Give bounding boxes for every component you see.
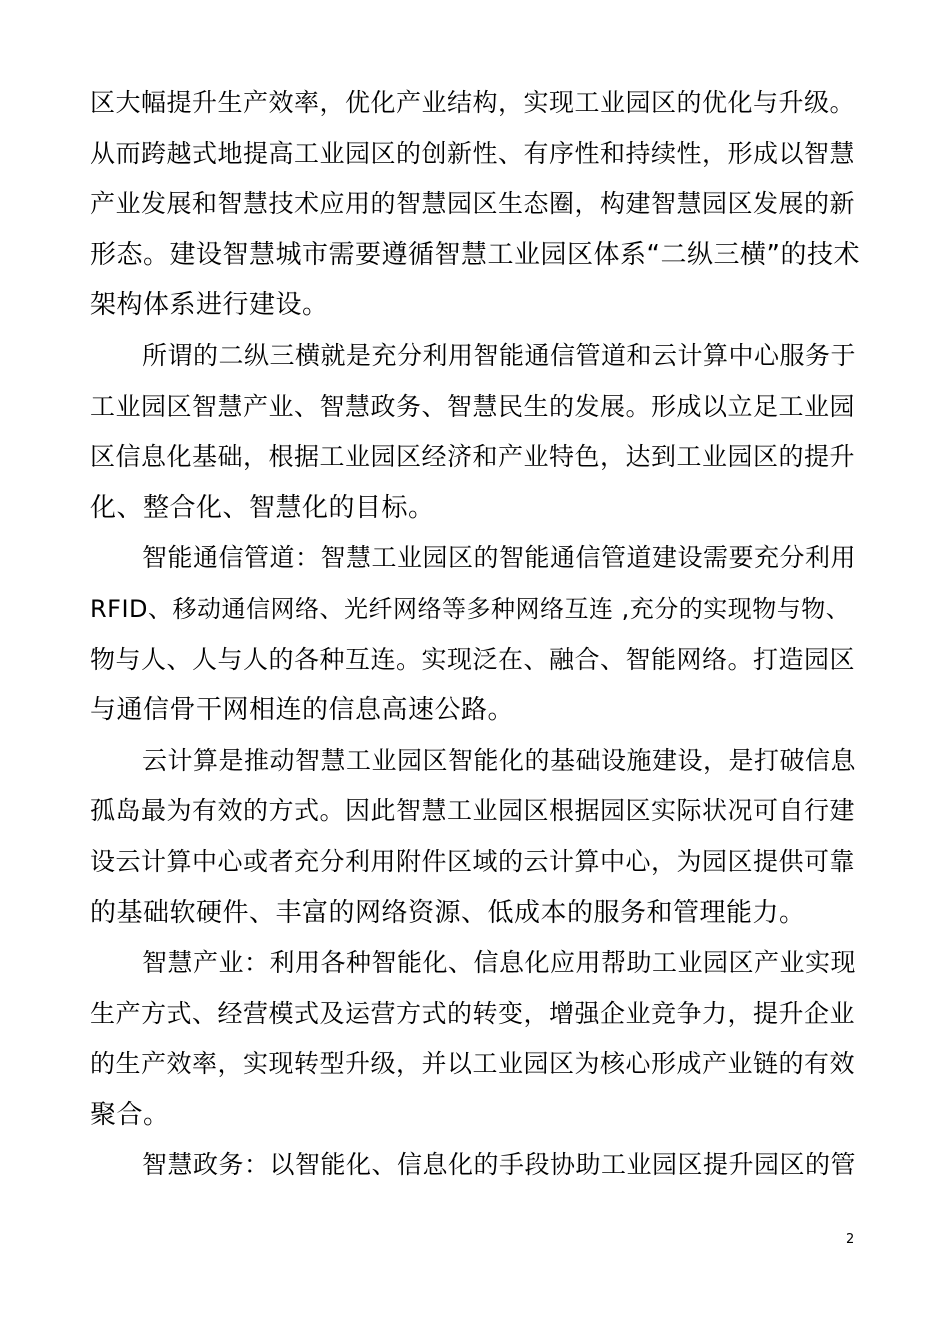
text-line: RFID、移动通信网络、光纤网络等多种网络互连 ,充分的实现物与物、	[90, 594, 851, 623]
text-line: 孤岛最为有效的方式。因此智慧工业园区根据园区实际状况可自行建	[90, 796, 856, 826]
paragraph-first-line: 智能通信管道：智慧工业园区的智能通信管道建设需要充分利用	[142, 543, 857, 573]
page-number: 2	[846, 1232, 855, 1247]
text-line: 物与人、人与人的各种互连。实现泛在、融合、智能网络。打造园区	[90, 644, 856, 674]
paragraph-first-line: 智慧产业：利用各种智能化、信息化应用帮助工业园区产业实现	[142, 948, 857, 978]
paragraph-first-line: 智慧政务：以智能化、信息化的手段协助工业园区提升园区的管	[142, 1150, 857, 1180]
text-line: 化、整合化、智慧化的目标。	[90, 492, 435, 523]
body-text	[90, 78, 865, 1191]
text-line: 生产方式、经营模式及运营方式的转变，增强企业竞争力，提升企业	[90, 998, 856, 1028]
text-line: 聚合。	[90, 1099, 170, 1130]
text-line: 设云计算中心或者充分利用附件区域的云计算中心，为园区提供可靠	[90, 846, 856, 876]
paragraph-first-line: 所谓的二纵三横就是充分利用智能通信管道和云计算中心服务于	[142, 340, 857, 370]
text-line: 区信息化基础，根据工业园区经济和产业特色，达到工业园区的提升	[90, 442, 856, 472]
text-line: 的生产效率，实现转型升级，并以工业园区为核心形成产业链的有效	[90, 1049, 856, 1079]
text-line: 从而跨越式地提高工业园区的创新性、有序性和持续性，形成以智慧	[90, 138, 856, 168]
text-line: 架构体系进行建设。	[90, 290, 329, 321]
text-line: 区大幅提升生产效率，优化产业结构，实现工业园区的优化与升级。	[90, 88, 856, 117]
text-line: 与通信骨干网相连的信息高速公路。	[90, 695, 515, 726]
text-line: 工业园区智慧产业、智慧政务、智慧民生的发展。形成以立足工业园	[90, 391, 856, 421]
paragraph-first-line: 云计算是推动智慧工业园区智能化的基础设施建设，是打破信息	[142, 745, 857, 775]
text-line: 产业发展和智慧技术应用的智慧园区生态圈，构建智慧园区发展的新	[90, 189, 856, 219]
text-line: 的基础软硬件、丰富的网络资源、低成本的服务和管理能力。	[90, 897, 806, 928]
text-line: 形态。建设智慧城市需要遵循智慧工业园区体系“二纵三横”的技术	[90, 239, 860, 270]
